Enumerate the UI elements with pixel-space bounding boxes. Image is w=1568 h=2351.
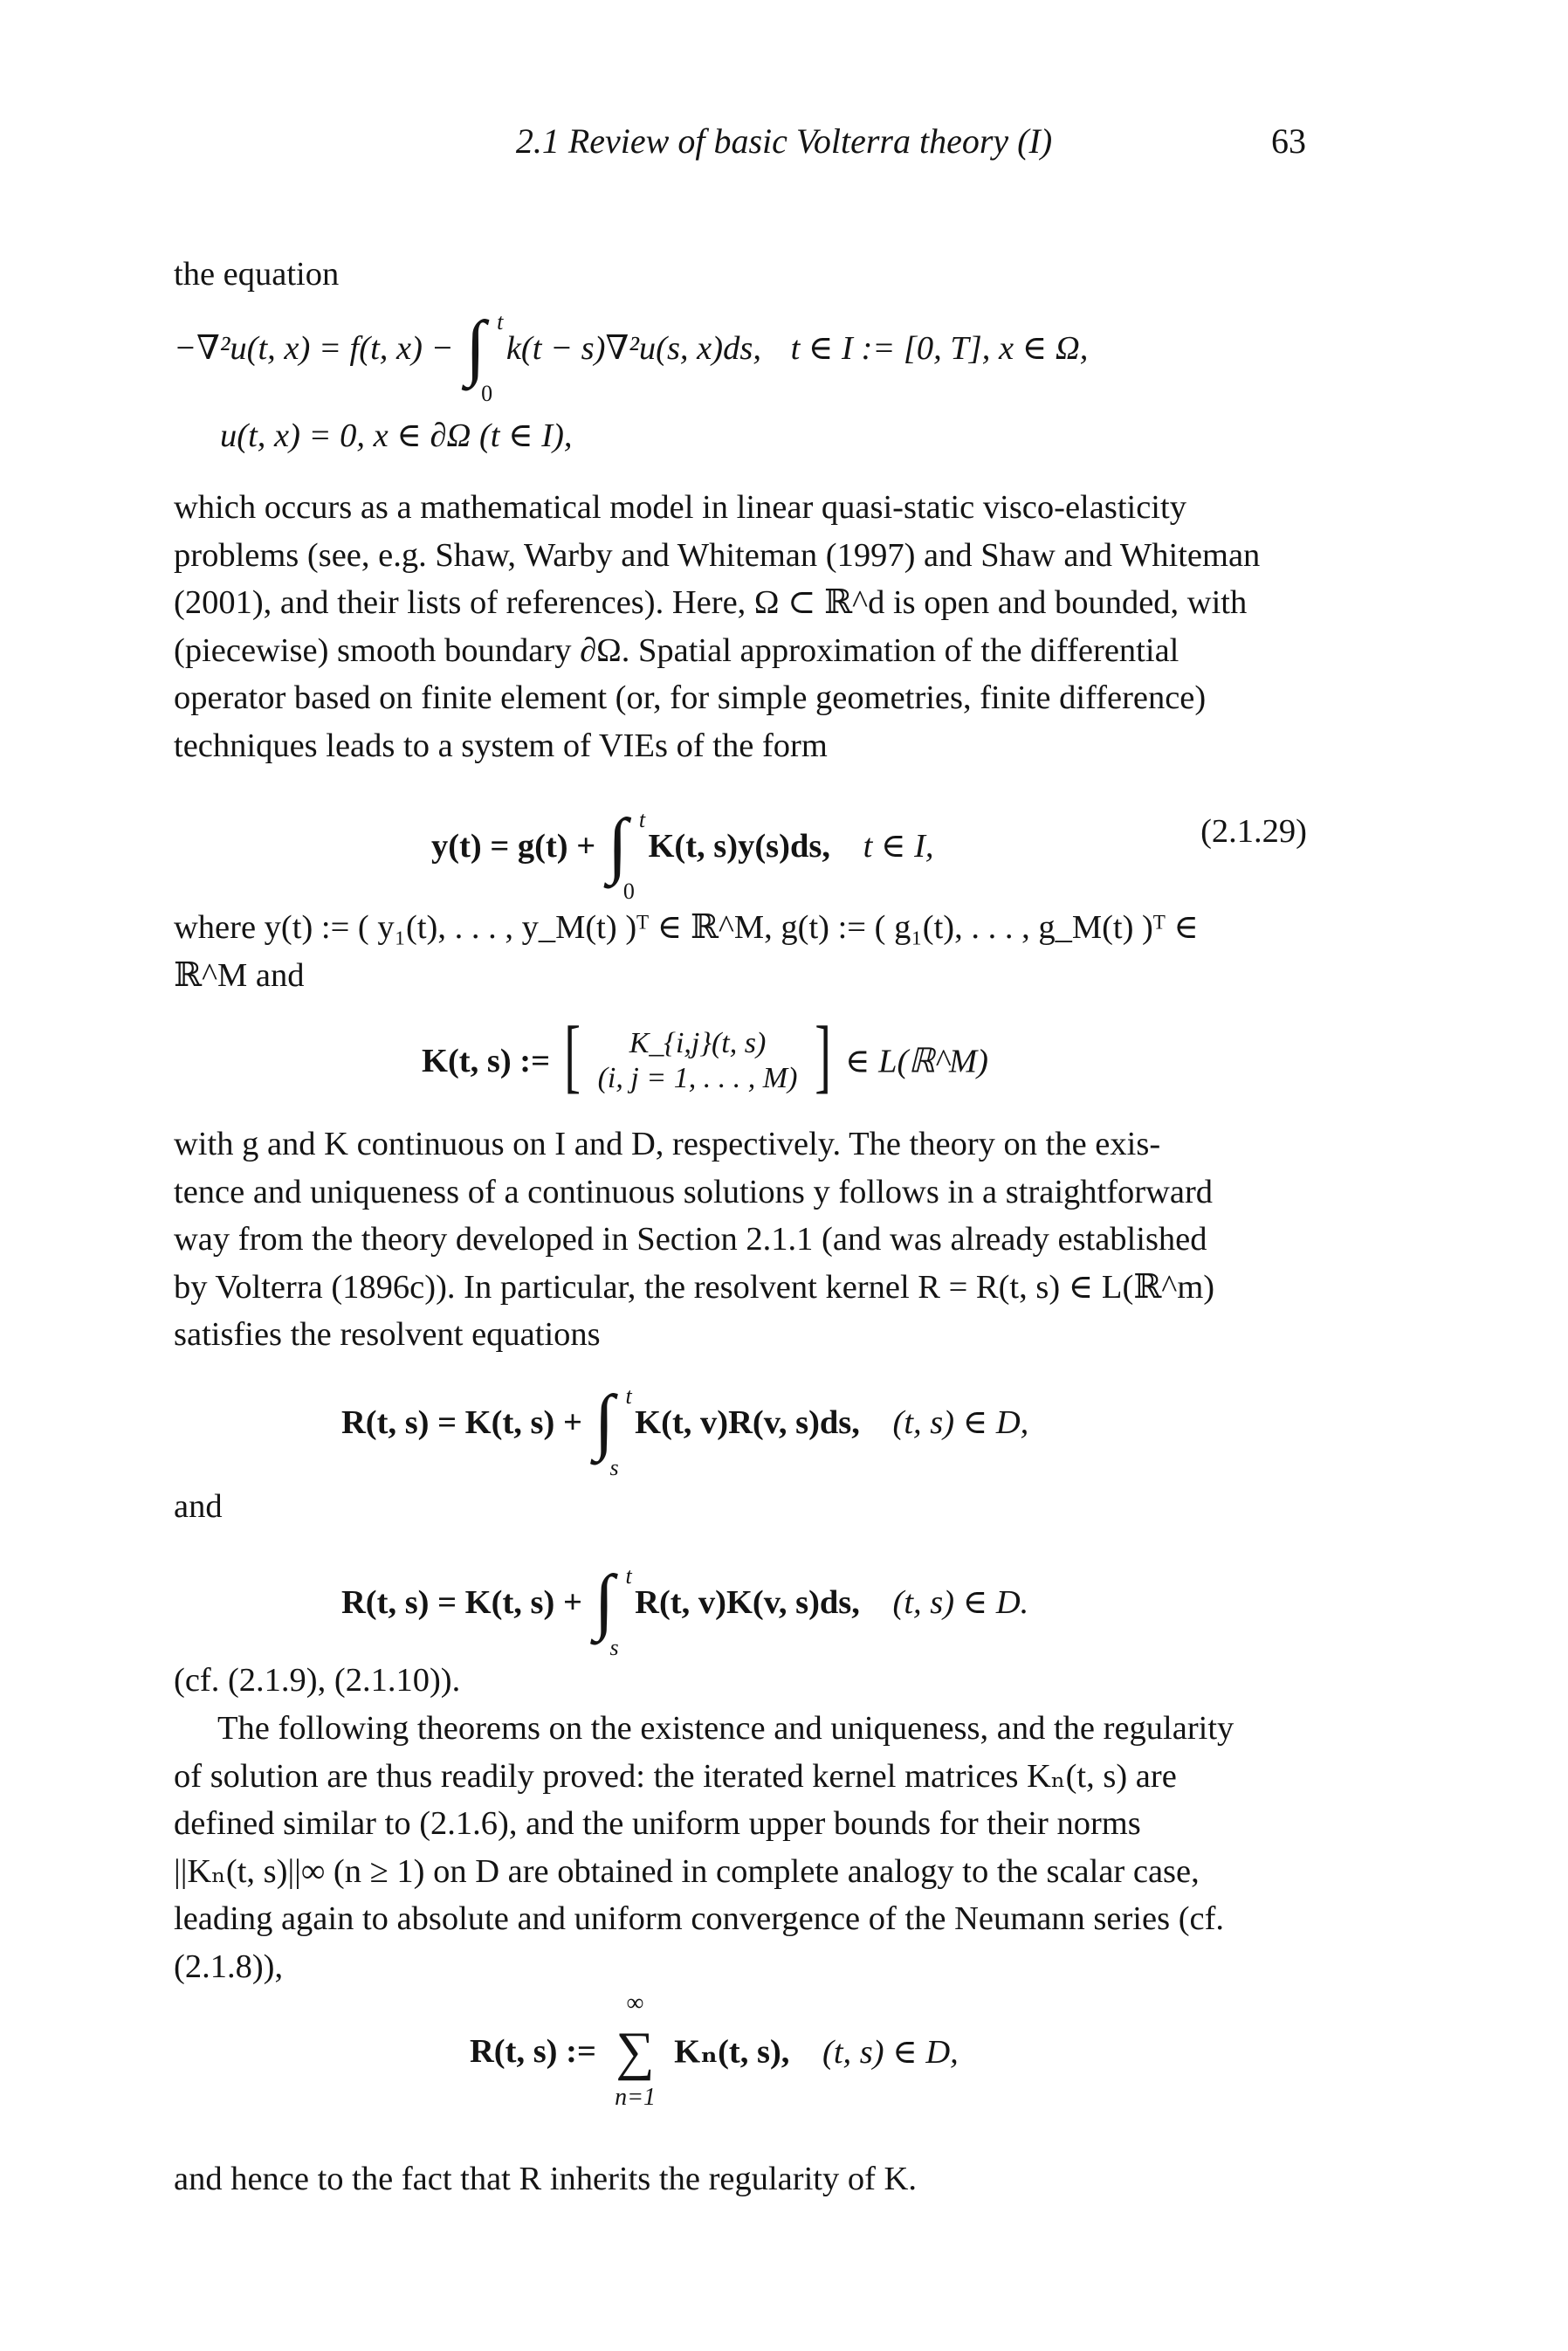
sum-lower-limit: n=1: [615, 2084, 656, 2111]
eq-matrix-lhs: K(t, s) :=: [422, 1043, 551, 1079]
text-line: by Volterra (1896c)). In particular, the resolvent kernel R = R(t, s) ∈ L(ℝ^m): [174, 1268, 1215, 1306]
matrix-entry-indices: (i, j = 1, . . . , M): [597, 1062, 798, 1094]
text-line: and hence to the fact that R inherits the regularity of K.: [174, 2161, 917, 2197]
text-line: where y(t) := ( y₁(t), . . . , y_M(t) )ᵀ ∈ ℝ^M, g(t) := ( g₁(t), . . . , g_M(t) )ᵀ ∈: [174, 909, 1199, 946]
eq-resolvent1-integrand: K(t, v)R(v, s)ds,: [635, 1403, 860, 1441]
text-line: defined similar to (2.1.6), and the uniform upper bounds for their norms: [174, 1805, 1141, 1842]
integral-sign: ∫: [594, 1561, 615, 1642]
eq-resolvent2-domain: (t, s) ∈ D.: [892, 1583, 1029, 1621]
eq-neumann-term: Kₙ(t, s),: [674, 2033, 790, 2071]
equation-heat-line2: [220, 416, 573, 455]
text-line: tence and uniqueness of a continuous solutions y follows in a straightforward: [174, 1173, 1214, 1210]
eq-heat-integrand: k(t − s)∇²u(s, x)ds,: [505, 329, 761, 367]
text-line: with g and K continuous on I and D, respectively. The theory on the exis-: [174, 1126, 1161, 1162]
running-title: 2.1 Review of basic Volterra theory (I): [515, 121, 1053, 161]
cf-reference: [174, 1657, 1307, 1705]
eq-resolvent2-integrand: R(t, v)K(v, s)ds,: [635, 1583, 860, 1621]
eq-neumann-lhs: R(t, s) :=: [470, 2033, 596, 2070]
running-head: [0, 121, 1568, 173]
text-line: of solution are thus readily proved: the iterated kernel matrices Kₙ(t, s) are: [174, 1757, 1177, 1795]
equation-matrix: [422, 1010, 988, 1102]
eq-heat-boundary: u(t, x) = 0, x ∈ ∂Ω (t ∈ I),: [220, 417, 573, 454]
intro-line: the equation: [174, 256, 340, 293]
text-line: (cf. (2.1.9), (2.1.10)).: [174, 1662, 461, 1699]
equation-resolvent-1: [341, 1381, 1029, 1480]
integral-upper-limit: t: [497, 309, 504, 334]
integral-lower-limit: 0: [622, 879, 635, 904]
integral-sign: ∫: [594, 1381, 615, 1462]
paragraph-3: [174, 1120, 1307, 1359]
eq-heat-domain: t ∈ I := [0, T], x ∈ Ω,: [790, 329, 1089, 367]
integral-upper-limit: t: [638, 807, 646, 832]
eq-resolvent1-domain: (t, s) ∈ D,: [892, 1403, 1029, 1441]
text-line: The following theorems on the existence and uniqueness, and the regularity: [217, 1710, 1234, 1747]
eq-system-domain: t ∈ I,: [863, 827, 934, 865]
text-line: ||Kₙ(t, s)||∞ (n ≥ 1) on D are obtained in complete analogy to the scalar case,: [174, 1852, 1200, 1890]
equation-neumann: [470, 1989, 959, 2111]
sigma-sign: ∑: [616, 2022, 655, 2081]
text-line: which occurs as a mathematical model in linear quasi-static visco-elasticity: [174, 489, 1186, 526]
integral-upper-limit: t: [625, 1383, 632, 1409]
text-line: (2001), and their lists of references). Here, Ω ⊂ ℝ^d is open and bounded, with: [174, 584, 1248, 621]
text-line: techniques leads to a system of VIEs of the form: [174, 727, 828, 764]
text-line: satisfies the resolvent equations: [174, 1316, 601, 1353]
right-bracket: ]: [815, 1010, 832, 1101]
paragraph-2: [174, 904, 1307, 999]
integral-sign: ∫: [465, 307, 486, 388]
equation-heat-line1: [174, 307, 1089, 406]
text-line: way from the theory developed in Section 2.1.1 (and was already established: [174, 1221, 1207, 1258]
eq-system-integrand: K(t, s)y(s)ds,: [648, 827, 830, 865]
eq-matrix-rhs: ∈ L(ℝ^M): [844, 1043, 988, 1080]
and-connector: [174, 1483, 1307, 1531]
text-line: (piecewise) smooth boundary ∂Ω. Spatial approximation of the differential: [174, 631, 1179, 669]
intro-text: [174, 251, 1307, 299]
equation-system: [431, 804, 934, 904]
matrix-entry: [598, 1026, 798, 1096]
integral-lower-limit: 0: [481, 381, 493, 406]
integral-sign: ∫: [607, 804, 628, 886]
text-line: and: [174, 1488, 223, 1525]
text-line: leading again to absolute and uniform convergence of the Neumann series (cf.: [174, 1900, 1225, 1937]
paragraph-1: [174, 484, 1307, 769]
matrix-entry-kernel: K_{i,j}(t, s): [629, 1027, 767, 1059]
integral-upper-limit: t: [625, 1563, 632, 1589]
text-line: operator based on finite element (or, for simple geometries, finite difference): [174, 679, 1207, 716]
summation: [605, 1989, 666, 2111]
equation-resolvent-2: [341, 1561, 1029, 1660]
eq-resolvent2-lhs: R(t, s) = K(t, s) +: [341, 1583, 582, 1621]
sum-upper-limit: ∞: [626, 1989, 644, 2017]
integral-lower-limit: s: [609, 1635, 619, 1660]
left-bracket: [: [563, 1010, 581, 1101]
equation-number: (2.1.29): [1200, 813, 1307, 850]
paragraph-4: [174, 1705, 1307, 1990]
eq-heat-lhs: −∇²u(t, x) = f(t, x) −: [174, 329, 454, 367]
eq-resolvent1-lhs: R(t, s) = K(t, s) +: [341, 1403, 582, 1441]
text-line: ℝ^M and: [174, 956, 305, 994]
eq-system-lhs: y(t) = g(t) +: [431, 827, 596, 865]
closing-text: [174, 2155, 1307, 2203]
page-number: 63: [1271, 121, 1306, 161]
integral-lower-limit: s: [609, 1455, 619, 1480]
text-line: problems (see, e.g. Shaw, Warby and Whiteman (1997) and Shaw and Whiteman: [174, 536, 1261, 574]
eq-neumann-domain: (t, s) ∈ D,: [822, 2033, 959, 2071]
text-line: (2.1.8)),: [174, 1948, 284, 1985]
